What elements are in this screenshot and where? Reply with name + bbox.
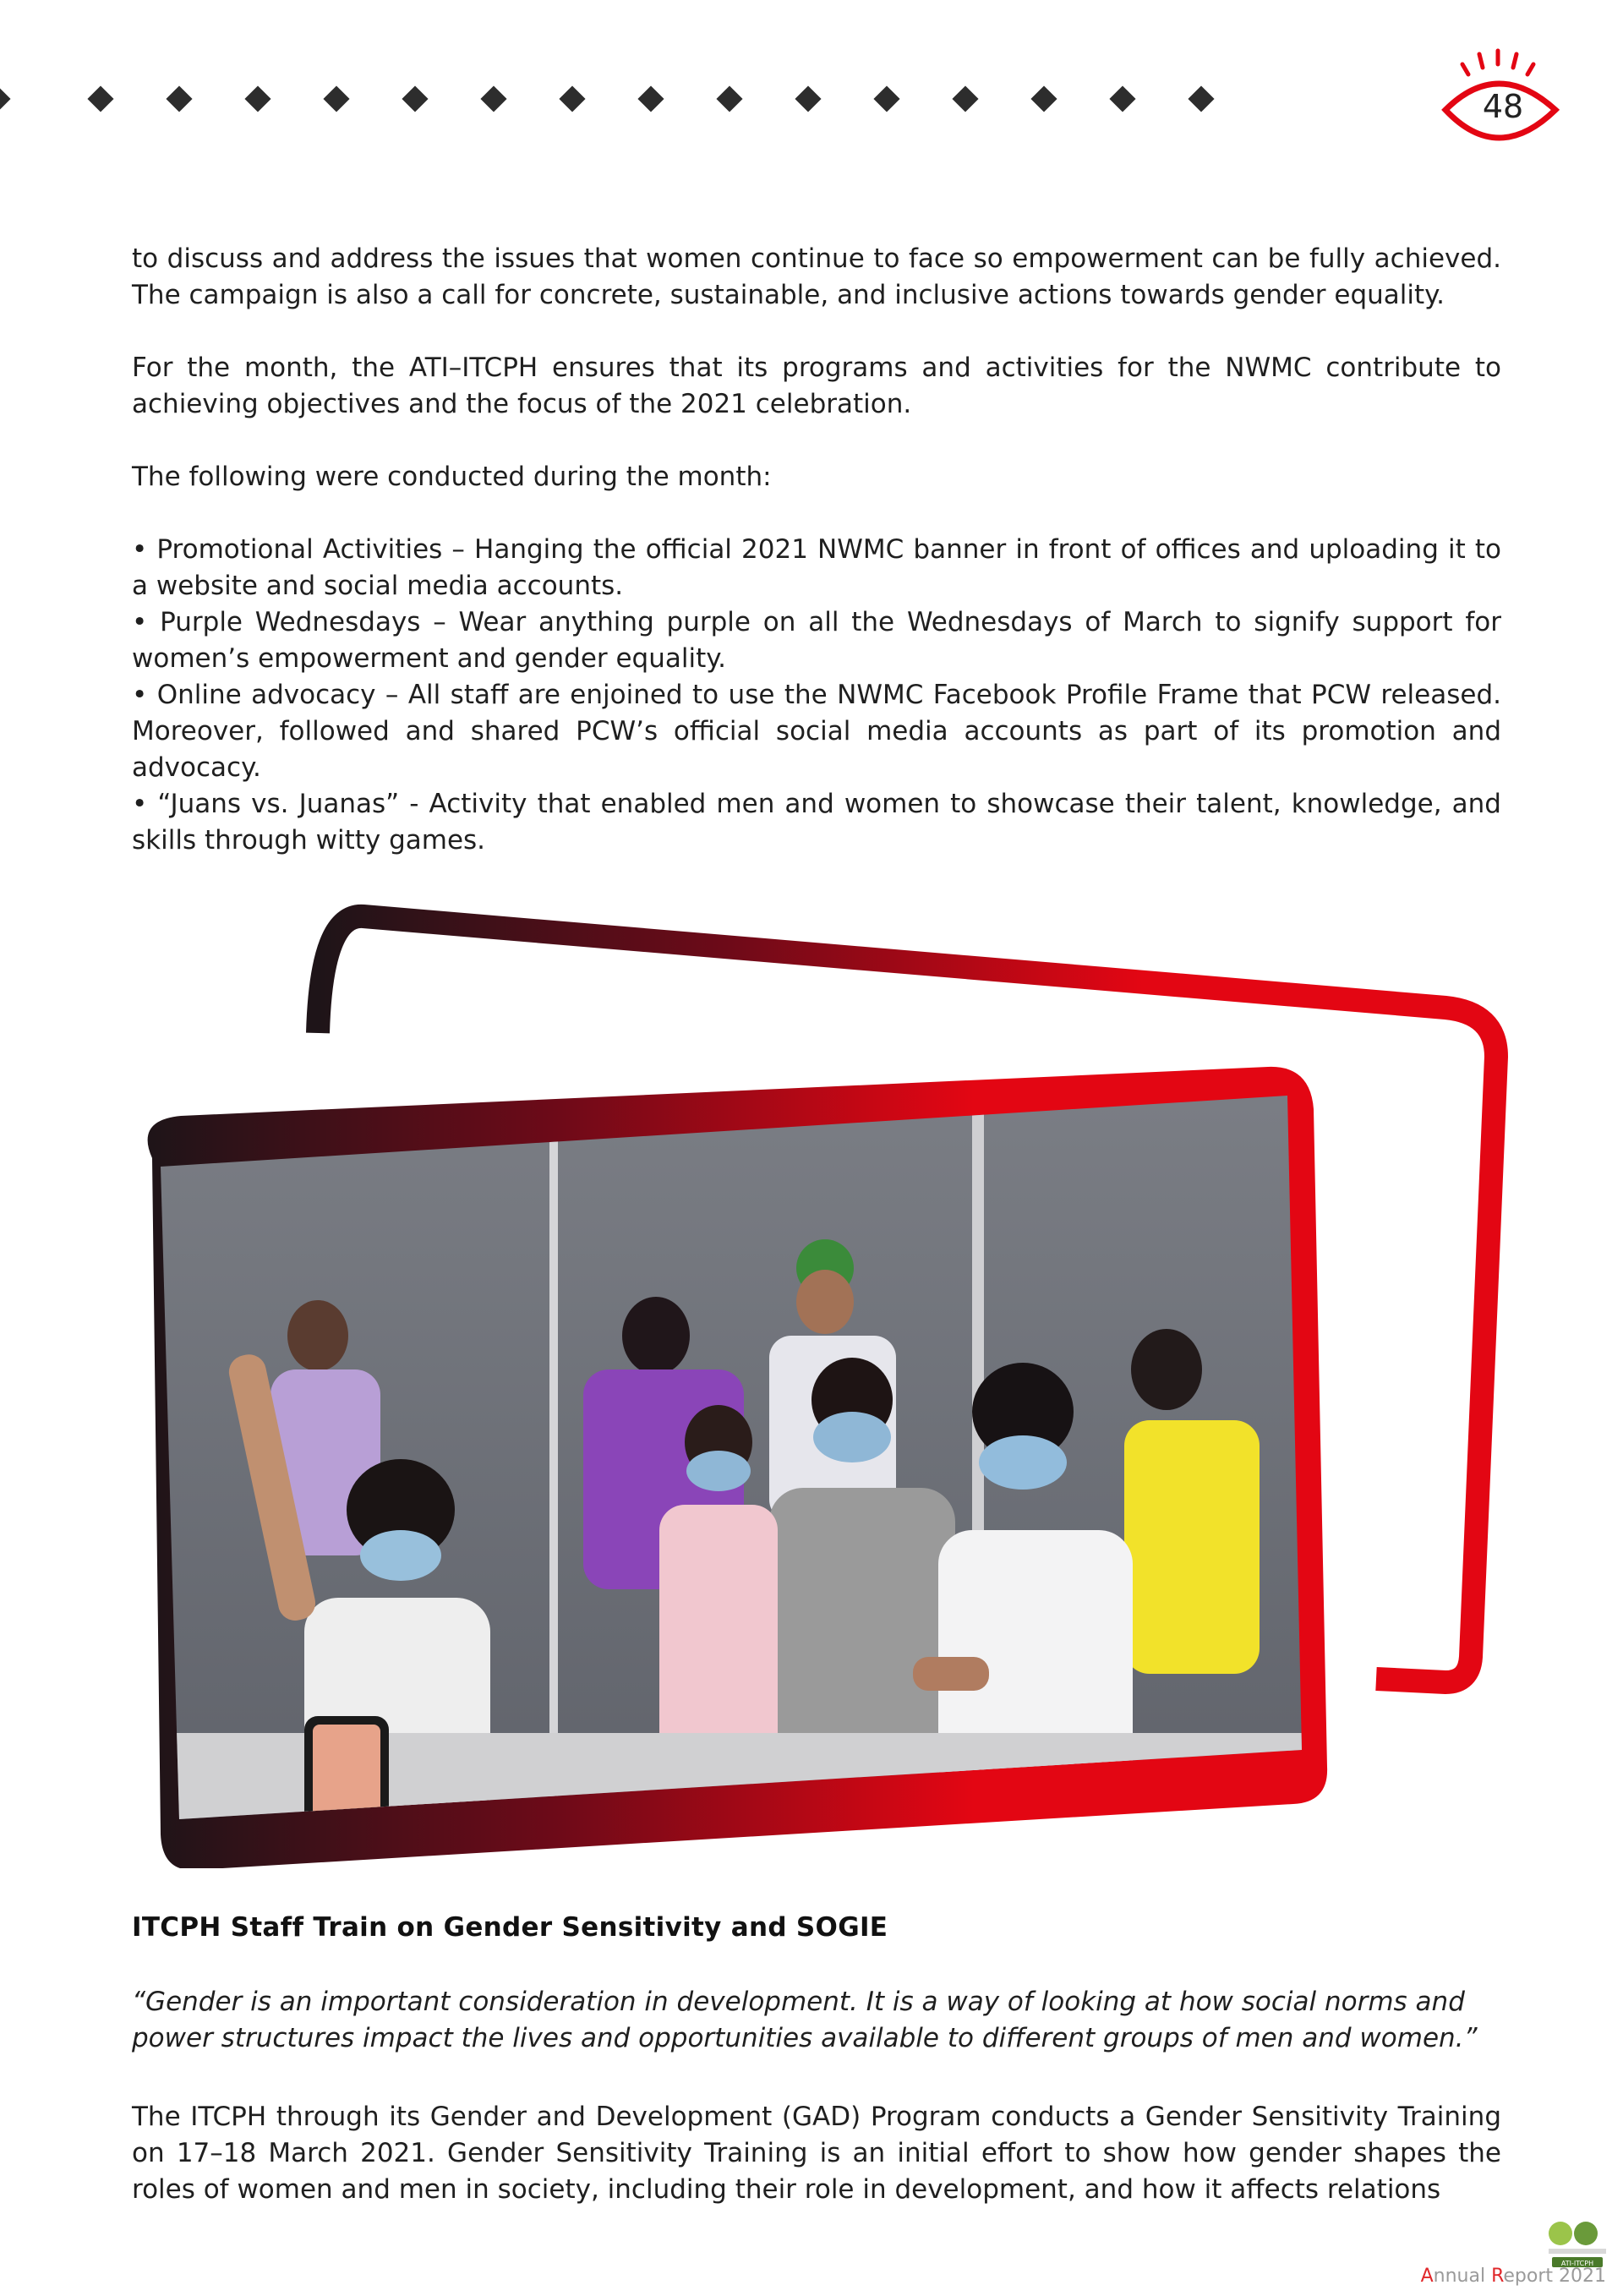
- section-quote: “Gender is an important consideration in development. It is a way of looking at how social norms and power structures impact the lives and opportunities available to different groups of men and women.”: [132, 1987, 1478, 2053]
- bullet-item: • “Juans vs. Juanas” - Activity that enabled men and women to showcase their talent, knowledge, and skills through witty games.: [132, 789, 1501, 856]
- event-photo-frame: [127, 879, 1513, 1868]
- footer-report-label: Annual Report 2021: [1420, 2266, 1606, 2287]
- intro-paragraph: For the month, the ATI–ITCPH ensures that its programs and activities for the NWMC contribute to achieving objectives and the focus of the 2021 celebration.: [132, 353, 1501, 419]
- diamond-ornament: [1188, 85, 1214, 112]
- diamond-ornament: [1109, 85, 1135, 112]
- diamond-ornament: [166, 85, 192, 112]
- diamond-ornament: [323, 85, 349, 112]
- diamond-ornament: [873, 85, 899, 112]
- page-number: 48: [1482, 88, 1524, 125]
- bullet-item: • Purple Wednesdays – Wear anything purple on all the Wednesdays of March to signify support for women’s empowerment and gender equality.: [132, 607, 1501, 674]
- svg-text:ATI-ITCPH: ATI-ITCPH: [1560, 2260, 1594, 2267]
- diamond-ornament: [1030, 85, 1057, 112]
- diamond-ornament: [87, 85, 113, 112]
- diamond-ornament: [795, 85, 821, 112]
- diamond-ornament: [244, 85, 270, 112]
- diamond-ornament: [716, 85, 742, 112]
- diamond-ornament: [0, 85, 11, 112]
- diamond-ornament: [952, 85, 978, 112]
- bullet-item: • Online advocacy – All staff are enjoined to use the NWMC Facebook Profile Frame that PCW released. Moreover, followed and shared PCW’s official social media accounts as part of its promotion and advocacy.: [132, 680, 1501, 783]
- header-diamond-row: [0, 83, 1319, 117]
- section-paragraph-text: The ITCPH through its Gender and Development (GAD) Program conducts a Gender Sensitivity Training on 17–18 March 2021. Gender Sensitivity Training is an initial effort to show how gender shapes the roles of women and men in society, including their role in development, and how it affects relations: [132, 2102, 1501, 2205]
- section-paragraph: [132, 2099, 1501, 2208]
- section-heading: ITCPH Staff Train on Gender Sensitivity and SOGIE: [132, 1912, 888, 1943]
- diamond-ornament: [637, 85, 664, 112]
- intro-paragraph: The following were conducted during the month:: [132, 462, 772, 492]
- bullet-item: • Promotional Activities – Hanging the official 2021 NWMC banner in front of offices and uploading it to a website and social media accounts.: [132, 534, 1501, 601]
- diamond-ornament: [480, 85, 506, 112]
- diamond-ornament: [402, 85, 428, 112]
- diamond-ornament: [559, 85, 585, 112]
- intro-paragraph: to discuss and address the issues that women continue to face so empowerment can be fully achieved. The campaign is also a call for concrete, sustainable, and inclusive actions towards gender equality.: [132, 243, 1501, 310]
- ati-itcph-logo-icon: [1544, 2220, 1611, 2269]
- intro-text: [132, 241, 1501, 859]
